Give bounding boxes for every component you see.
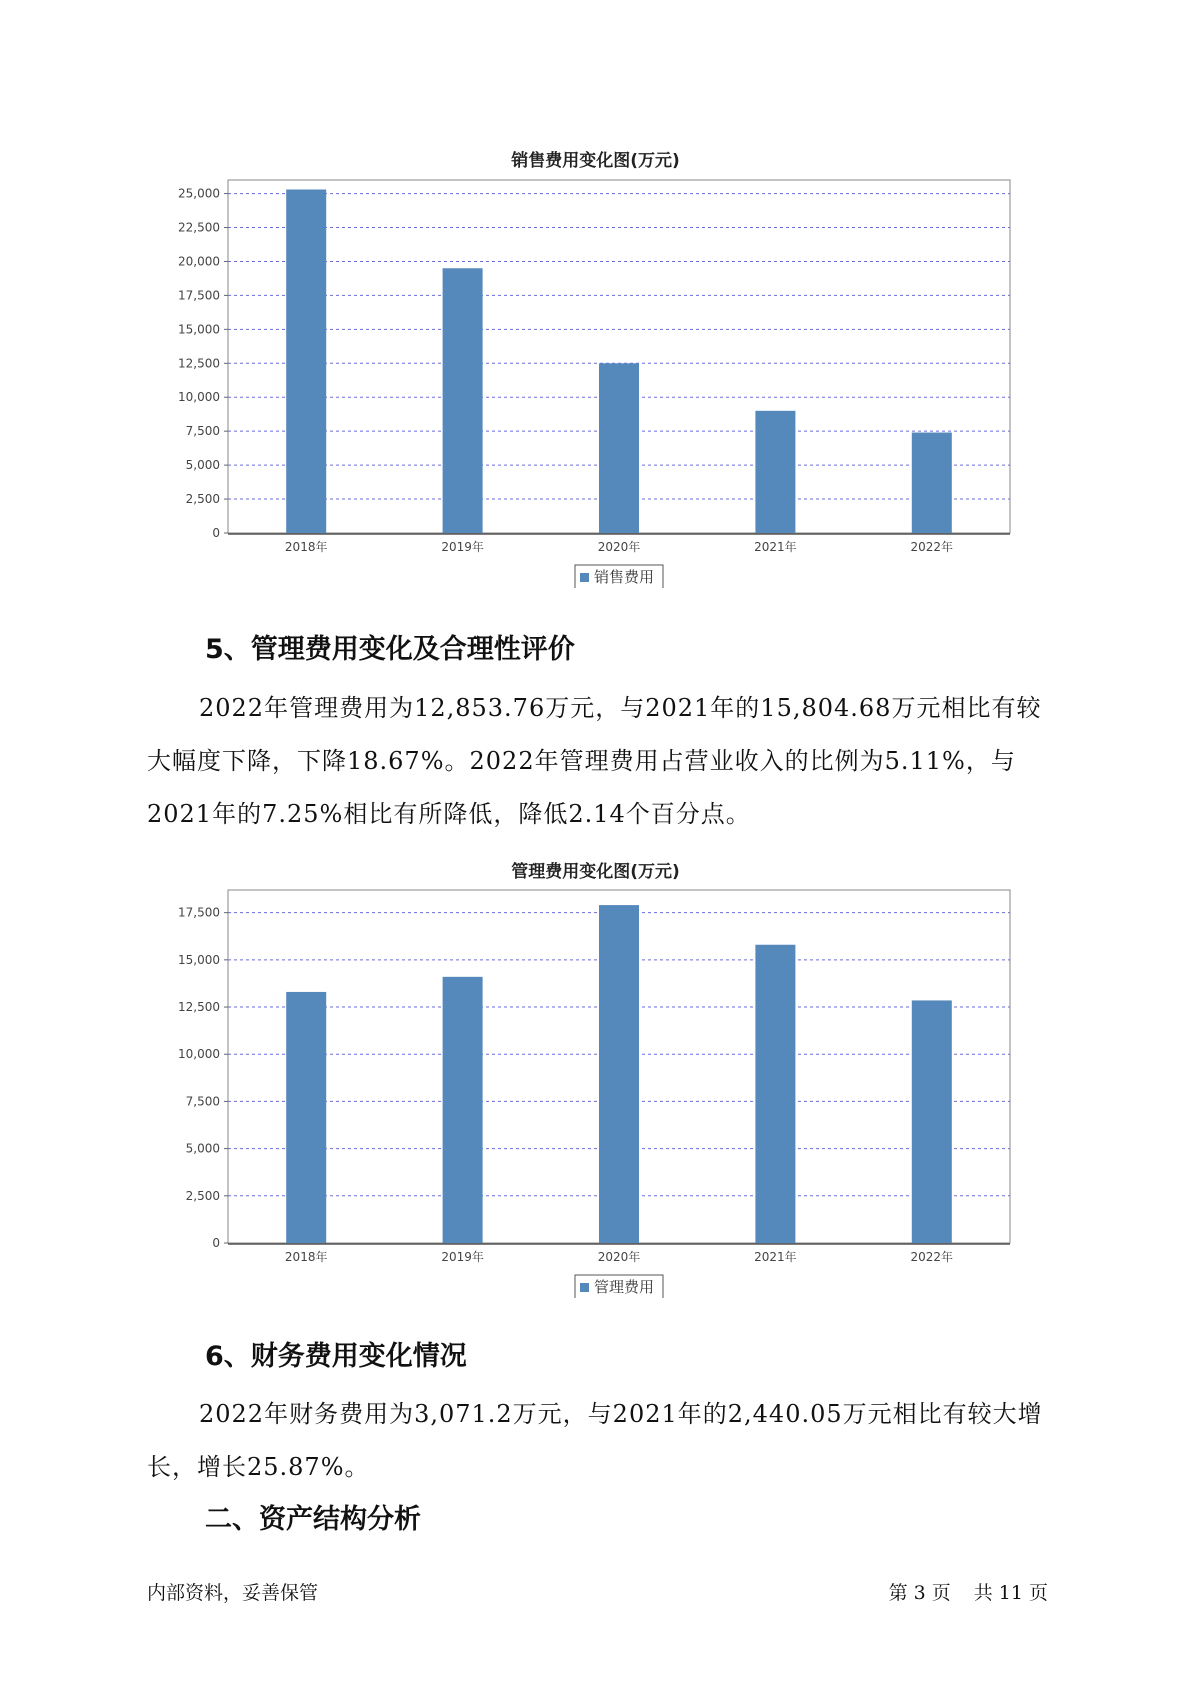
admin-xtick-label: 2019年: [441, 1250, 484, 1264]
admin-ytick-label: 17,500: [178, 905, 220, 920]
admin-ytick-label: 2,500: [185, 1188, 220, 1203]
sales-ytick-label: 2,500: [185, 492, 220, 507]
sales-expense-chart: [150, 178, 1020, 588]
page-number: 3: [913, 1582, 926, 1604]
sales-xtick-label: 2022年: [910, 540, 954, 554]
admin-legend: [575, 1275, 663, 1298]
sales-xtick-label: 2018年: [284, 540, 328, 554]
sales-bar: [912, 433, 952, 533]
admin-xtick-label: 2021年: [754, 1250, 797, 1264]
sales-legend-swatch: [580, 573, 589, 582]
admin-ytick-label: 0: [212, 1236, 220, 1250]
sales-bar: [443, 268, 483, 533]
admin-xtick-label: 2020年: [597, 1250, 641, 1264]
section5-paragraph: 2022年管理费用为12,853.76万元，与2021年的15,804.68万元相比有较大幅度下降，下降18.67%。2022年管理费用占营业收入的比例为5.11%，与2021年的7.25%相比有所降低，降低2.14个百分点。: [147, 694, 1042, 828]
admin-ytick-label: 7,500: [185, 1094, 220, 1109]
admin-legend-swatch: [580, 1283, 589, 1292]
sales-ytick-label: 10,000: [178, 390, 220, 405]
admin-xtick-label: 2018年: [284, 1250, 328, 1264]
footer-note: 内部资料，妥善保管: [147, 1582, 319, 1604]
page-word: 页: [931, 1582, 951, 1604]
admin-legend-label: 管理费用: [594, 1278, 655, 1296]
sales-ytick-label: 7,500: [185, 424, 220, 439]
sales-ytick-label: 22,500: [178, 220, 220, 235]
sales-ytick-label: 20,000: [178, 254, 220, 269]
sales-ytick-label: 15,000: [178, 322, 220, 337]
admin-chart-title: 管理费用变化图(万元): [511, 862, 680, 882]
sales-xtick-label: 2019年: [441, 540, 484, 554]
page-indicator: [886, 1578, 1051, 1605]
admin-bar: [443, 977, 483, 1243]
page-prefix: 第: [888, 1582, 908, 1604]
admin-bar: [755, 945, 795, 1243]
section-two-heading: 二、资产结构分析: [205, 1504, 421, 1535]
admin-ytick-label: 10,000: [178, 1047, 220, 1062]
sales-xtick-label: 2021年: [754, 540, 797, 554]
sales-legend-label: 销售费用: [594, 568, 655, 586]
sales-legend: [575, 565, 663, 588]
sales-ytick-label: 25,000: [178, 186, 220, 201]
admin-ytick-label: 15,000: [178, 952, 220, 967]
admin-bar: [912, 1000, 952, 1243]
sales-ytick-label: 5,000: [185, 458, 220, 473]
total-word: 页: [1028, 1582, 1048, 1604]
sales-bar: [599, 363, 639, 533]
admin-ytick-label: 12,500: [178, 1000, 220, 1015]
sales-bar: [286, 190, 326, 533]
sales-ytick-label: 12,500: [178, 356, 220, 371]
sales-ytick-label: 0: [212, 526, 220, 540]
section6-heading: 6、财务费用变化情况: [205, 1341, 467, 1372]
sales-chart-title: 销售费用变化图(万元): [511, 151, 680, 171]
admin-xtick-label: 2022年: [910, 1250, 954, 1264]
sales-ytick-label: 17,500: [178, 288, 220, 303]
sales-bar: [755, 411, 795, 533]
sales-xtick-label: 2020年: [597, 540, 641, 554]
admin-expense-chart: [150, 888, 1020, 1298]
admin-bar: [286, 992, 326, 1243]
total-pages: 11: [998, 1582, 1023, 1604]
section6-paragraph: 2022年财务费用为3,071.2万元，与2021年的2,440.05万元相比有较大增长，增长25.87%。: [147, 1400, 1043, 1481]
total-prefix: 共: [973, 1582, 993, 1604]
admin-bar: [599, 905, 639, 1243]
admin-ytick-label: 5,000: [185, 1141, 220, 1156]
section5-heading: 5、管理费用变化及合理性评价: [205, 634, 575, 665]
